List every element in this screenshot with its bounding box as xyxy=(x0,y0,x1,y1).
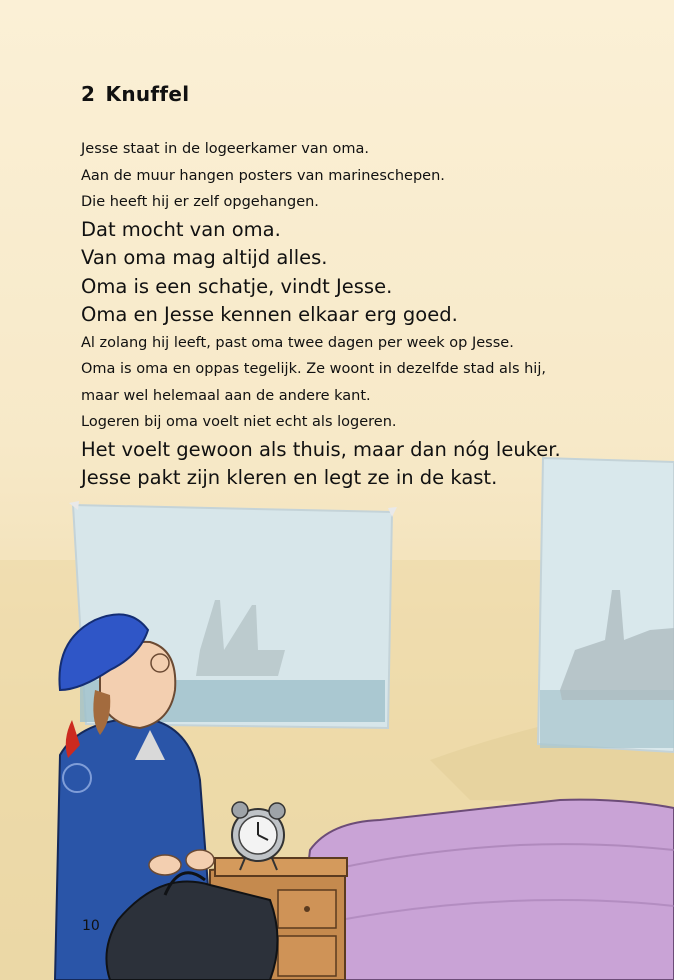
chapter-title: Knuffel xyxy=(105,82,190,106)
text-line: Logeren bij oma voelt niet echt als logeren. xyxy=(81,414,397,430)
text-line: Jesse pakt zijn kleren en legt ze in de kast. xyxy=(81,466,498,489)
page-number: 10 xyxy=(82,918,100,934)
text-line: Oma en Jesse kennen elkaar erg goed. xyxy=(81,303,458,326)
bed xyxy=(307,800,674,980)
text-line: Van oma mag altijd alles. xyxy=(81,246,328,269)
text-line: Oma is oma en oppas tegelijk. Ze woont in dezelfde stad als hij, xyxy=(81,361,546,377)
text-line: Dat mocht van oma. xyxy=(81,217,281,241)
text-line: maar wel helemaal aan de andere kant. xyxy=(81,387,371,404)
chapter-number: 2 xyxy=(81,82,96,106)
ship-poster-right xyxy=(538,458,674,752)
text-line: Oma is een schatje, vindt Jesse. xyxy=(81,274,393,298)
text-line: Al zolang hij leeft, past oma twee dagen per week op Jesse. xyxy=(81,334,514,351)
story-text xyxy=(81,136,661,493)
chapter-heading xyxy=(81,82,189,106)
text-line: Aan de muur hangen posters van marineschepen. xyxy=(81,167,445,184)
text-line: Die heeft hij er zelf opgehangen. xyxy=(81,194,319,210)
text-line: Jesse staat in de logeerkamer van oma. xyxy=(81,141,370,157)
text-line: Het voelt gewoon als thuis, maar dan nóg leuker. xyxy=(81,437,561,461)
